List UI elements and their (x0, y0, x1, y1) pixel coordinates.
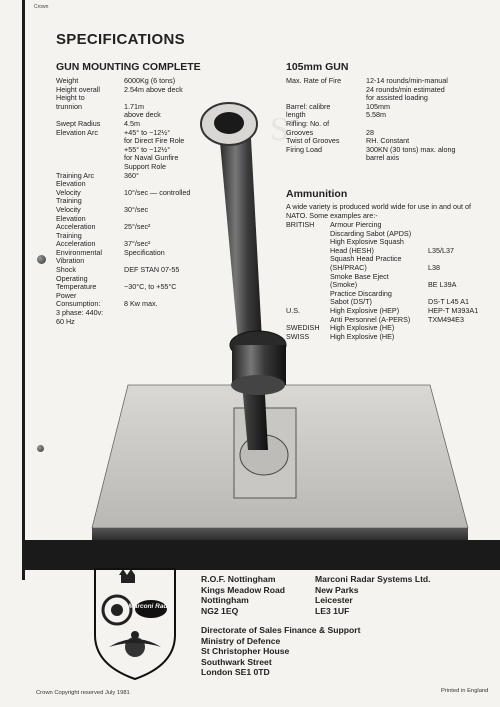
spec-value: 105mm (366, 101, 390, 111)
spec-value: Specification (124, 247, 165, 257)
ammo-description: (Smoke) (330, 280, 358, 290)
gun-mounting-title: GUN MOUNTING COMPLETE (56, 61, 201, 73)
spec-label: Training (56, 196, 82, 206)
spec-value: 12-14 rounds/min-manual (366, 76, 448, 85)
ammo-nation: SWEDISH (286, 323, 320, 333)
ammo-code: DS-T L45 A1 (428, 297, 470, 307)
spec-label: Elevation (56, 179, 86, 189)
spec-label: Elevation Arc (56, 127, 98, 137)
address-line: LE3 1UF (315, 605, 350, 616)
ammo-nation: U.S. (286, 305, 300, 315)
spec-label: Acceleration (56, 222, 96, 232)
spec-label: Velocity (56, 204, 81, 214)
spec-value: RH. Constant (366, 136, 410, 146)
ammo-nation: BRITISH (286, 220, 315, 229)
ammunition-intro: A wide variety is produced world wide for use in and out of NATO. Some examples are:- (286, 202, 471, 220)
gun-mounting-specs (56, 77, 226, 326)
spec-label: trunnion (56, 101, 82, 111)
ammo-description: Smoke Base Eject (330, 271, 389, 281)
address-line: Nottingham (201, 595, 249, 605)
spec-row (286, 154, 486, 163)
spec-label: 60 Hz (56, 316, 75, 326)
spec-label: Power (56, 290, 77, 300)
spec-value: 24 rounds/min estimated (366, 84, 445, 94)
spec-label: Environmental (56, 247, 102, 257)
spec-label: Elevation (56, 213, 86, 223)
address-line: Marconi Radar Systems Ltd. (315, 574, 431, 584)
spec-value: for Naval Gunfire (124, 153, 179, 163)
spec-label: Training (56, 230, 82, 240)
spec-value: +45° to −12½° (124, 127, 171, 137)
spec-label: Vibration (56, 256, 85, 266)
address-line: R.O.F. Nottingham (201, 574, 276, 584)
spec-value: DEF STAN 07-55 (124, 265, 180, 275)
spec-label: Height overall (56, 84, 100, 94)
ammo-code: L35/L37 (428, 245, 454, 255)
spec-value: 1.71m (124, 101, 144, 111)
spec-label: Training Arc (56, 170, 95, 180)
ammo-code: L38 (428, 262, 440, 272)
spec-label: Operating (56, 273, 88, 283)
spec-value: 6000Kg (6 tons) (124, 76, 176, 85)
ammo-description: High Explosive (HE) (330, 331, 395, 341)
address-line: London SE1 0TD (201, 667, 270, 677)
spec-row (286, 103, 486, 112)
address-line: Southwark Street (201, 656, 272, 667)
spec-label: Barrel: calibre (286, 101, 331, 111)
page-title: SPECIFICATIONS (56, 31, 185, 48)
spec-value: 28 (366, 127, 374, 137)
spec-value: 360° (124, 170, 139, 180)
spec-value: 25°/sec² (124, 222, 151, 232)
marconi-address (315, 574, 431, 616)
spec-row (56, 309, 226, 318)
spec-label: Acceleration (56, 239, 96, 249)
spec-label: Shock (56, 265, 76, 275)
ammunition-title: Ammunition (286, 188, 348, 200)
punch-hole-icon (37, 255, 46, 264)
address-line: Leicester (315, 595, 353, 605)
ammo-description: High Explosive Squash (330, 237, 404, 247)
spec-value: −30°C, to +55°C (124, 282, 177, 292)
crest-logo (91, 565, 179, 683)
ammo-description: High Explosive (HE) (330, 323, 395, 333)
address-line: New Parks (315, 584, 359, 595)
spec-label: 3 phase: 440v: (56, 308, 104, 318)
spec-label: Temperature (56, 282, 97, 292)
spec-value: barrel axis (366, 153, 400, 163)
address-line: Directorate of Sales Finance & Support (201, 625, 361, 635)
spec-value: 4.5m (124, 118, 140, 128)
spec-row (56, 318, 226, 327)
spec-value: for Direct Fire Role (124, 136, 185, 146)
spec-label: Weight (56, 76, 79, 85)
spec-value: for assisted loading (366, 93, 428, 103)
address-line: Ministry of Defence (201, 635, 281, 646)
ammo-description: High Explosive (HEP) (330, 305, 400, 315)
ammo-description: Discarding Sabot (APDS) (330, 228, 412, 238)
ammo-description: Armour Piercing (330, 220, 382, 229)
copyright-note: Crown Copyright reserved July 1981 (36, 690, 130, 696)
spec-value: 2.54m above deck (124, 84, 183, 94)
punch-hole-icon (37, 445, 44, 452)
address-line: St Christopher House (201, 646, 290, 656)
spec-row (286, 120, 486, 129)
spec-value: 30°/sec (124, 204, 149, 214)
spec-value: 300KN (30 tons) max. along (366, 144, 456, 154)
spec-value: Support Role (124, 161, 166, 171)
spec-label: length (286, 110, 306, 120)
printed-note: Printed in England (441, 688, 489, 694)
ammo-description: Anti Personnel (A-PERS) (330, 314, 411, 324)
svg-text:S: S (270, 111, 289, 148)
gun-105-title: 105mm GUN (286, 61, 349, 73)
ammo-description: Head (HESH) (330, 245, 374, 255)
address-line: Kings Meadow Road (201, 584, 286, 595)
spec-value: +55° to −12½° (124, 144, 171, 154)
ammo-code: BE L39A (428, 280, 457, 290)
ammo-description: Practice Discarding (330, 288, 392, 298)
spec-value: 10°/sec — controlled (124, 187, 191, 197)
top-caption: Crown (34, 4, 49, 10)
ammo-description: (SH/PRAC) (330, 262, 367, 272)
mod-address (201, 625, 361, 678)
spec-label: Swept Radius (56, 118, 101, 128)
rof-address (201, 574, 285, 616)
ammo-code: HEP-T M393A1 (428, 305, 479, 315)
spec-value: above deck (124, 110, 161, 120)
ammo-description: Sabot (DS/T) (330, 297, 372, 307)
spec-row (56, 283, 226, 292)
spec-label: Velocity (56, 187, 81, 197)
gun-105-specs (286, 77, 486, 163)
spec-value: 37°/sec² (124, 239, 151, 249)
spec-label: Rifling: No. of (286, 118, 330, 128)
logo-text: Marconi Radar (128, 603, 174, 610)
ammo-code: TXM494E3 (428, 314, 464, 324)
spec-value: 8 Kw max. (124, 299, 158, 309)
spec-label: Max. Rate of Fire (286, 76, 342, 85)
spec-label: Twist of Grooves (286, 136, 340, 146)
spec-label: Firing Load (286, 144, 322, 154)
ammo-nation: SWISS (286, 331, 310, 341)
spec-label: Consumption: (56, 299, 101, 309)
address-line: NG2 1EQ (201, 605, 239, 616)
spec-value: 5.58m (366, 110, 386, 120)
spec-label: Height to (56, 93, 85, 103)
ammo-description: Squash Head Practice (330, 254, 402, 264)
spec-label: Grooves (286, 127, 314, 137)
